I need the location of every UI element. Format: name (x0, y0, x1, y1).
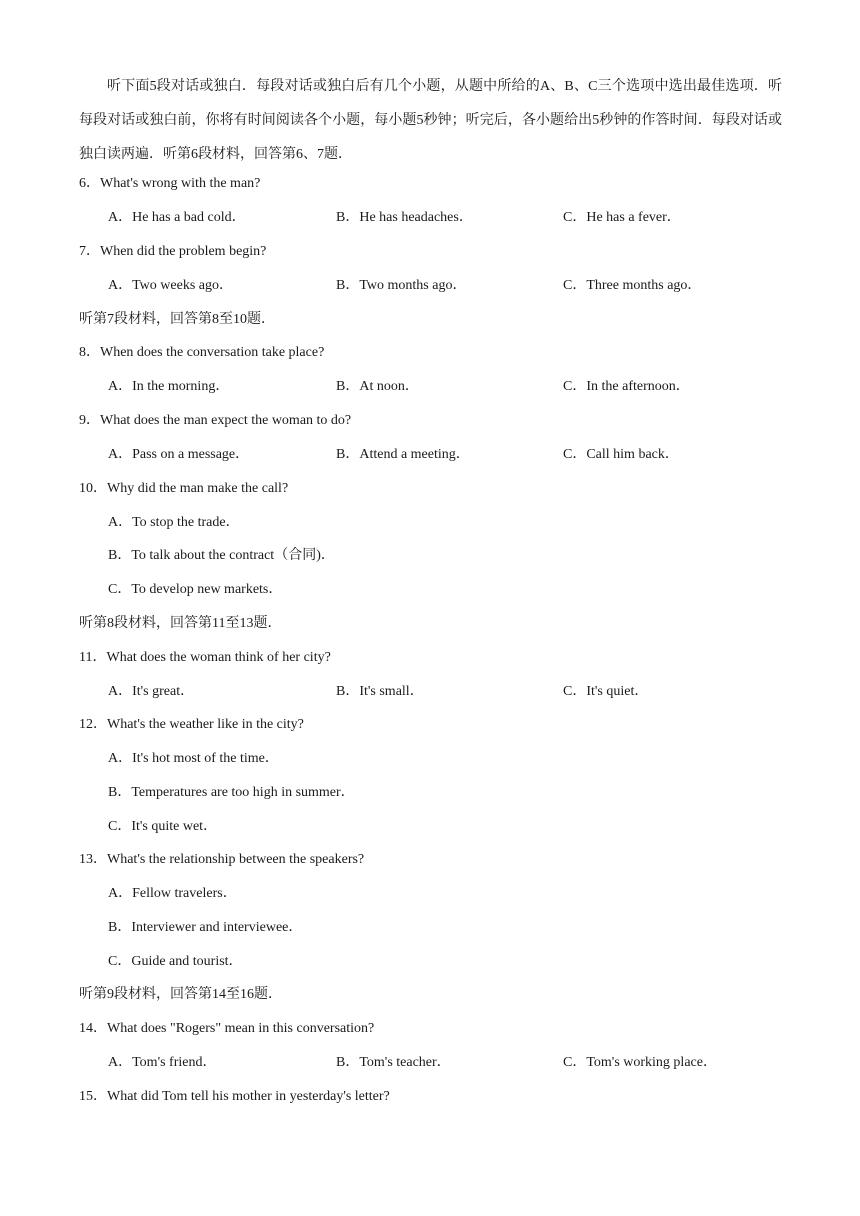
question-14-options (0, 1046, 860, 1080)
question-11-option-b[interactable]: B．It's small． (336, 684, 424, 699)
question-11-option-a[interactable]: A．It's great． (108, 684, 195, 699)
question-9-option-c[interactable]: C．Call him back． (563, 447, 679, 462)
question-9-stem: 9．What does the man expect the woman to do? (79, 413, 352, 428)
question-6-options (0, 201, 860, 235)
question-11-options (0, 675, 860, 709)
question-14-option-a[interactable]: A．Tom's friend． (108, 1055, 217, 1070)
section-8-heading: 听第8段材料，回答第11至13题． (79, 616, 282, 631)
question-14-option-b[interactable]: B．Tom's teacher． (336, 1055, 451, 1070)
listening-instructions: 听下面5段对话或独白．每段对话或独白后有几个小题，从题中所给的A、B、C三个选项中选出最佳选项．听每段对话或独白前，你将有时间阅读各个小题，每小题5秒钟；听完后，各小题给出5秒钟的作答时间．每段对话或独白读两遍．听第6段材料，回答第6、7题． (79, 79, 782, 162)
question-14-stem: 14．What does "Rogers" mean in this conversation? (79, 1021, 375, 1036)
question-13-option-c[interactable]: C．Guide and tourist． (108, 954, 243, 969)
question-12-option-b[interactable]: B．Temperatures are too high in summer． (108, 785, 355, 800)
question-14-option-c[interactable]: C．Tom's working place． (563, 1055, 717, 1070)
question-9-option-b[interactable]: B．Attend a meeting． (336, 447, 470, 462)
question-7-option-c[interactable]: C．Three months ago． (563, 278, 702, 293)
question-7-option-a[interactable]: A．Two weeks ago． (108, 278, 233, 293)
question-12-stem: 12．What's the weather like in the city? (79, 717, 304, 732)
question-6-option-a[interactable]: A．He has a bad cold． (108, 210, 246, 225)
question-15-stem: 15．What did Tom tell his mother in yesterday's letter? (79, 1089, 390, 1104)
question-10-option-b[interactable]: B．To talk about the contract（合同)． (108, 548, 335, 563)
question-8-stem: 8．When does the conversation take place? (79, 345, 325, 360)
section-9-heading: 听第9段材料，回答第14至16题． (79, 987, 282, 1002)
question-8-option-a[interactable]: A．In the morning． (108, 379, 230, 394)
question-9-option-a[interactable]: A．Pass on a message． (108, 447, 250, 462)
question-7-options (0, 269, 860, 303)
question-9-options (0, 438, 860, 472)
section-7-heading: 听第7段材料，回答第8至10题． (79, 312, 275, 327)
question-7-stem: 7．When did the problem begin? (79, 244, 267, 259)
question-11-stem: 11．What does the woman think of her city? (79, 650, 331, 665)
question-13-option-a[interactable]: A．Fellow travelers． (108, 886, 237, 901)
question-11-option-c[interactable]: C．It's quiet． (563, 684, 649, 699)
question-13-option-b[interactable]: B．Interviewer and interviewee． (108, 920, 303, 935)
question-6-option-c[interactable]: C．He has a fever． (563, 210, 681, 225)
question-6-stem: 6．What's wrong with the man? (79, 176, 261, 191)
question-10-option-c[interactable]: C．To develop new markets． (108, 582, 283, 597)
question-10-stem: 10．Why did the man make the call? (79, 481, 289, 496)
question-7-option-b[interactable]: B．Two months ago． (336, 278, 467, 293)
question-8-options (0, 370, 860, 404)
question-10-option-a[interactable]: A．To stop the trade． (108, 515, 240, 530)
question-8-option-c[interactable]: C．In the afternoon． (563, 379, 690, 394)
question-12-option-a[interactable]: A．It's hot most of the time． (108, 751, 279, 766)
question-12-option-c[interactable]: C．It's quite wet． (108, 819, 218, 834)
question-6-option-b[interactable]: B．He has headaches． (336, 210, 473, 225)
question-13-stem: 13．What's the relationship between the speakers? (79, 852, 365, 867)
question-8-option-b[interactable]: B．At noon． (336, 379, 419, 394)
